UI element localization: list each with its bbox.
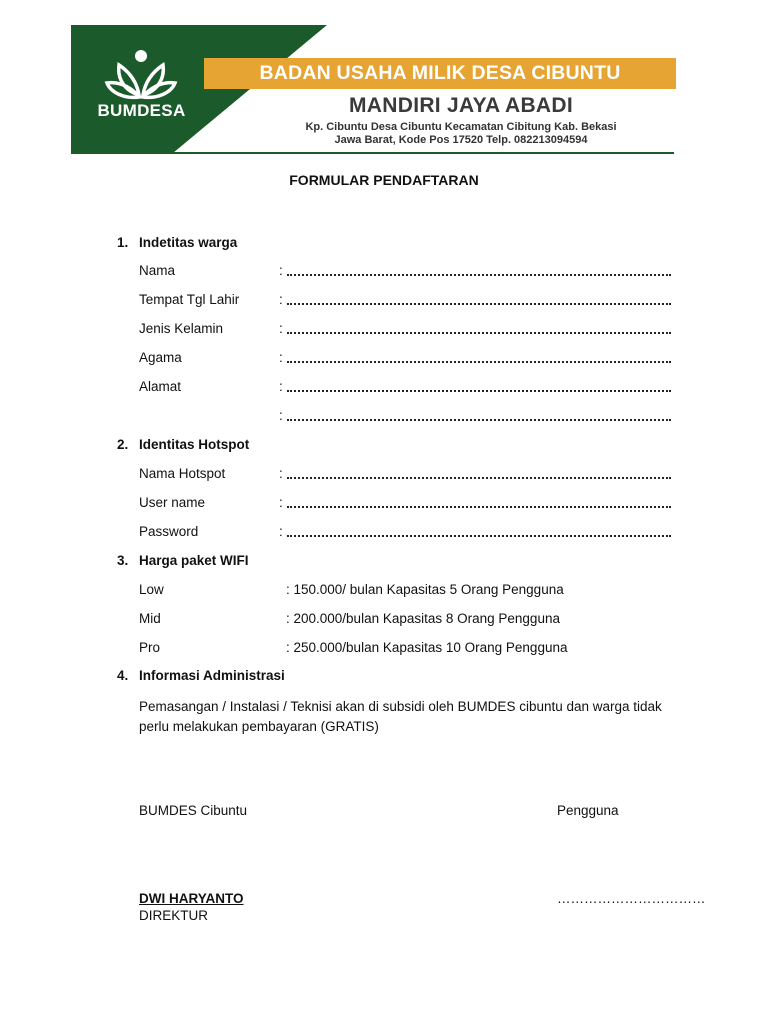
field-blank-agama[interactable] [287,351,671,363]
company-name: MANDIRI JAYA ABADI [349,94,573,117]
field-colon: : [279,524,283,539]
field-label-tempat-tgl-lahir: Tempat Tgl Lahir [139,292,240,307]
banner-text: BADAN USAHA MILIK DESA CIBUNTU [259,62,621,84]
address-line-2: Jawa Barat, Kode Pos 17520 Telp. 082213094594 [334,134,588,146]
section-number: 1. [117,235,129,250]
field-colon: : [279,495,283,510]
logo-text: BUMDESA [97,101,186,120]
signature-left-org: BUMDES Cibuntu [139,803,248,818]
field-colon: : [279,379,283,394]
field-label-password: Password [139,524,199,539]
field-label-agama: Agama [139,350,182,365]
field-colon: : [279,466,283,481]
letterhead-divider [71,152,674,154]
field-colon: : [279,292,283,307]
administration-info-text: Pemasangan / Instalasi / Teknisi akan di subsidi oleh BUMDES cibuntu dan warga tidak perlu melakukan pembayaran (GRATIS) [139,699,662,734]
field-label-user-name: User name [139,495,206,510]
section-number: 3. [117,553,129,568]
form-title: FORMULAR PENDAFTARAN [289,172,479,188]
field-colon: : [279,263,283,278]
section-title-identitas-hotspot: Identitas Hotspot [139,437,250,452]
signature-right-org: Pengguna [557,803,619,818]
letterhead [71,25,674,155]
field-blank-jenis-kelamin[interactable] [287,322,671,334]
package-value-pro: : 250.000/bulan Kapasitas 10 Orang Pengguna [286,640,568,655]
field-blank-alamat[interactable] [287,380,671,392]
section-title-informasi-administrasi: Informasi Administrasi [139,668,285,683]
field-blank-tempat-tgl-lahir[interactable] [287,293,671,305]
field-blank-alamat-2[interactable] [287,409,671,421]
field-colon: : [279,321,283,336]
leaf-sprout-icon [103,49,179,101]
field-colon: : [279,408,283,423]
field-blank-nama-hotspot[interactable] [287,467,671,479]
field-label-nama-hotspot: Nama Hotspot [139,466,226,481]
signature-right-blank[interactable]: …………………………… [557,891,706,906]
package-label-pro: Pro [139,640,161,655]
section-title-identitas-warga: Indetitas warga [139,235,238,250]
package-label-low: Low [139,582,164,597]
field-colon: : [279,350,283,365]
section-number: 4. [117,668,129,683]
package-value-low: : 150.000/ bulan Kapasitas 5 Orang Pengguna [286,582,564,597]
field-blank-user-name[interactable] [287,496,671,508]
banner [204,58,676,89]
section-number: 2. [117,437,129,452]
field-label-jenis-kelamin: Jenis Kelamin [139,321,224,336]
field-blank-nama[interactable] [287,264,671,276]
address-line-1: Kp. Cibuntu Desa Cibuntu Kecamatan Cibitung Kab. Bekasi [305,121,617,133]
package-value-mid: : 200.000/bulan Kapasitas 8 Orang Pengguna [286,611,560,626]
package-label-mid: Mid [139,611,161,626]
signature-left-name: DWI HARYANTO [139,891,244,906]
signature-left-position: DIREKTUR [139,908,209,923]
field-label-alamat: Alamat [139,379,182,394]
section-title-harga-paket-wifi: Harga paket WIFI [139,553,249,568]
field-label-nama: Nama [139,263,176,278]
field-blank-password[interactable] [287,525,671,537]
